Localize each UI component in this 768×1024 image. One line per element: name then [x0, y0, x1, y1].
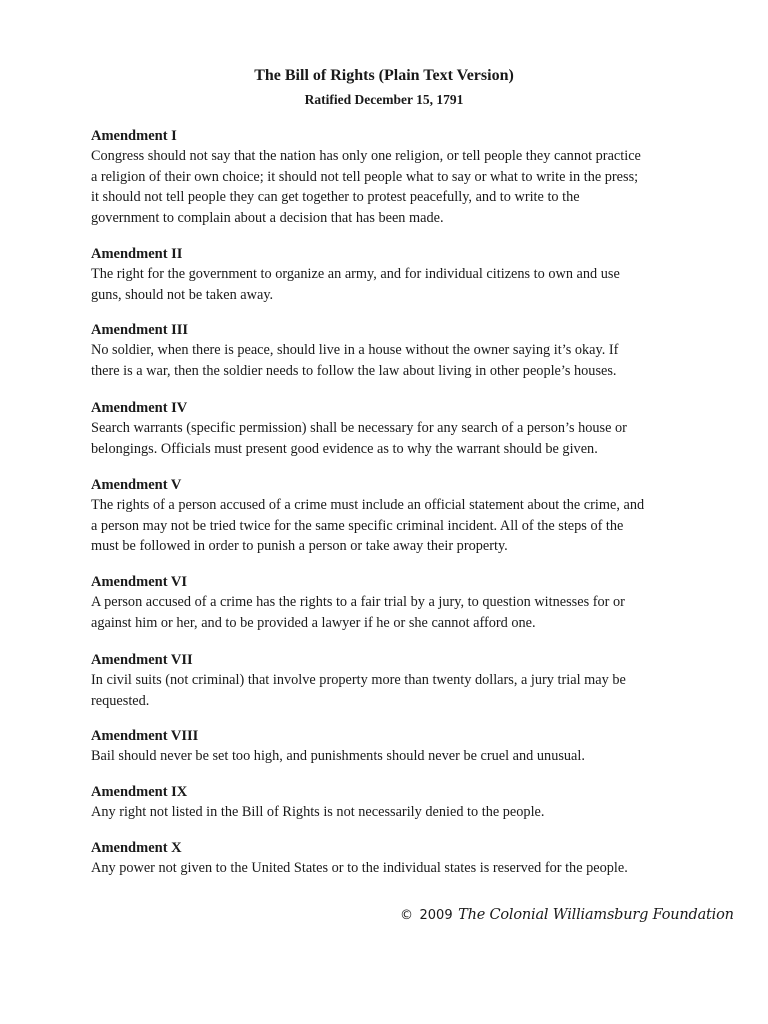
amendment-heading: Amendment II [91, 246, 183, 262]
amendment-heading: Amendment VII [91, 652, 193, 668]
amendment-text-line: Any power not given to the United States or to the individual states is reserved for the people. [91, 860, 628, 876]
organization-name: The Colonial Williamsburg Foundation [458, 907, 734, 923]
amendment-text-line: requested. [91, 692, 150, 709]
amendment-text-line: must be followed in order to punish a person or take away their property. [91, 538, 508, 554]
amendment-4 [91, 398, 691, 459]
amendment-heading: Amendment VIII [91, 728, 199, 744]
amendment-text-line: a religion of their own choice; it should not tell people what to say or what to write in the press; [91, 168, 639, 185]
amendment-text-line: The rights of a person accused of a crime must include an official statement about the crime, and [91, 497, 645, 513]
amendment-text-line: government to complain about a decision that has been made. [91, 209, 444, 226]
amendment-heading: Amendment IV [91, 400, 188, 416]
amendment-text-line: guns, should not be taken away. [91, 286, 274, 303]
amendment-heading: Amendment I [91, 128, 177, 144]
amendment-2 [91, 244, 691, 305]
amendment-6 [91, 572, 691, 633]
document-title: The Bill of Rights (Plain Text Version) [254, 67, 514, 84]
amendment-8 [91, 726, 691, 767]
amendment-text-line: a person may not be tried twice for the same specific criminal incident. All of the steps of the [91, 517, 624, 534]
amendment-heading: Amendment VI [91, 574, 187, 590]
amendment-10 [91, 838, 691, 879]
amendment-text-line: A person accused of a crime has the rights to a fair trial by a jury, to question witnesses for or [91, 594, 625, 610]
amendment-1 [91, 126, 691, 228]
amendment-text-line: there is a war, then the soldier needs to follow the law about living in other people’s houses. [91, 362, 617, 379]
amendment-text-line: No soldier, when there is peace, should live in a house without the owner saying it’s okay. If [91, 342, 619, 358]
amendment-heading: Amendment V [91, 477, 182, 493]
copyright-year: 2009 [419, 908, 453, 923]
amendment-text-line: Search warrants (specific permission) shall be necessary for any search of a person’s house or [91, 420, 627, 436]
amendment-heading: Amendment IX [91, 784, 188, 800]
copyright-symbol: © [400, 908, 413, 923]
amendment-text-line: The right for the government to organize an army, and for individual citizens to own and use [91, 266, 620, 282]
amendment-heading: Amendment III [91, 322, 189, 338]
amendment-heading: Amendment X [91, 840, 182, 856]
amendment-9 [91, 782, 691, 823]
copyright-footer [400, 904, 734, 927]
amendment-text-line: against him or her, and to be provided a lawyer if he or she cannot afford one. [91, 614, 536, 631]
amendment-3 [91, 320, 691, 381]
amendment-7 [91, 650, 691, 711]
amendment-text-line: belongings. Officials must present good evidence as to why the warrant should be given. [91, 440, 598, 457]
amendment-text-line: it should not tell people they can get together to protest peacefully, and to write to the [91, 189, 580, 205]
amendment-text-line: Congress should not say that the nation has only one religion, or tell people they cannot practice [91, 148, 641, 164]
amendment-text-line: Any right not listed in the Bill of Rights is not necessarily denied to the people. [91, 804, 545, 820]
amendment-text-line: Bail should never be set too high, and punishments should never be cruel and unusual. [91, 748, 585, 764]
amendment-5 [91, 475, 691, 557]
amendment-text-line: In civil suits (not criminal) that involve property more than twenty dollars, a jury trial may be [91, 672, 626, 688]
document-subtitle: Ratified December 15, 1791 [304, 92, 464, 107]
